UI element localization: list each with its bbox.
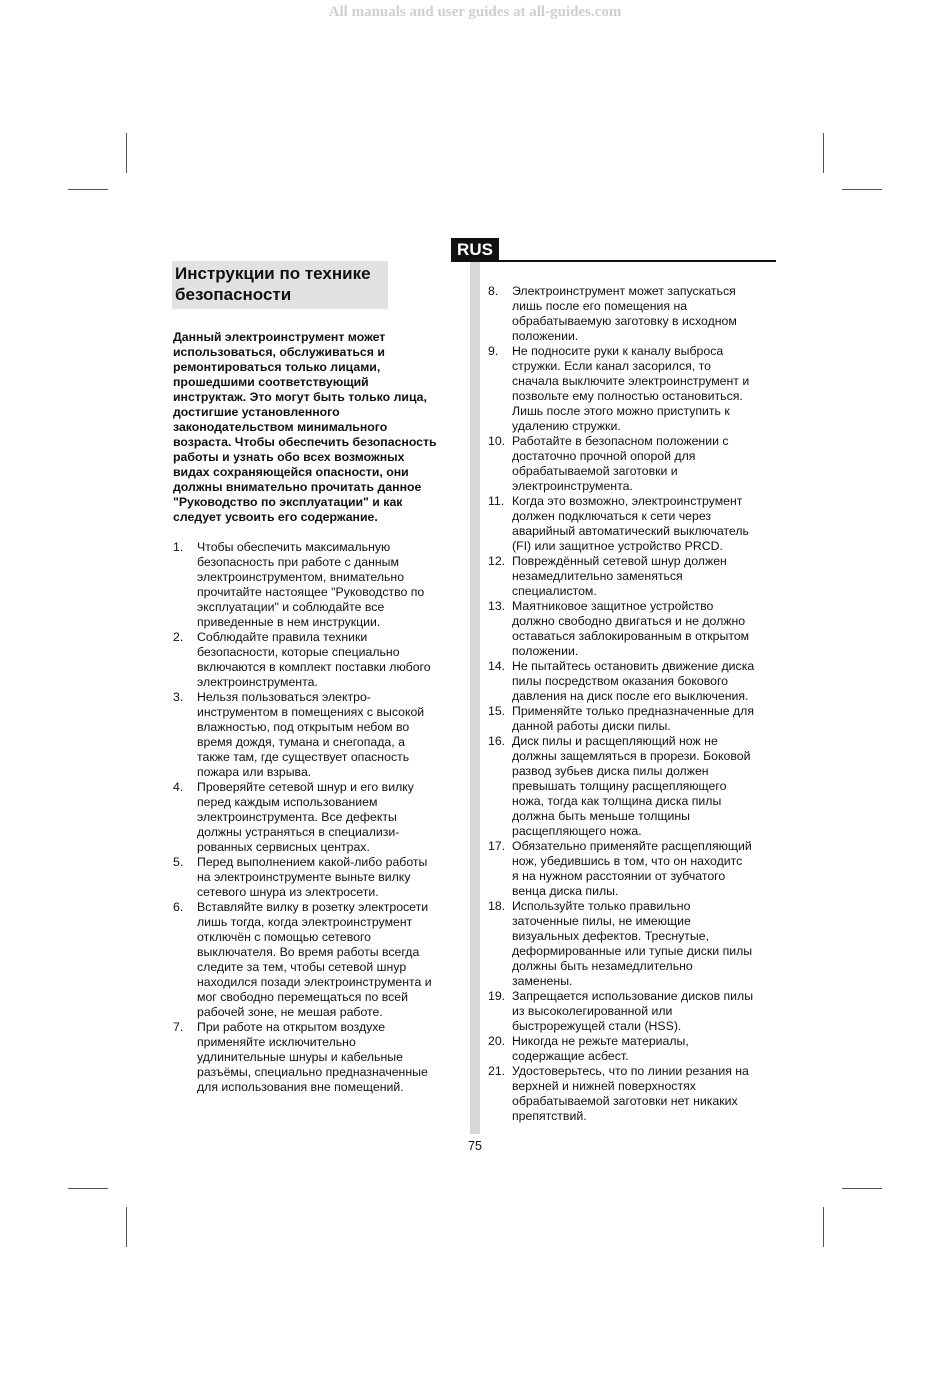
- item-text-line: Чтобы обеспечить максимальную: [197, 540, 391, 554]
- list-item: [488, 284, 778, 344]
- item-text-line: инструментом в помещениях с высокой: [197, 705, 425, 719]
- item-text-line: Работайте в безопасном положении с: [512, 434, 729, 448]
- item-text-line: Нельзя пользоваться электро-: [197, 690, 371, 704]
- list-item: [488, 599, 778, 659]
- item-text-line: развод зубьев диска пилы должен: [512, 764, 709, 778]
- crop-mark: [126, 133, 127, 173]
- item-text-line: Лишь после этого можно приступить к: [512, 404, 730, 418]
- item-number: 16.: [488, 734, 506, 748]
- safety-list-right: [488, 284, 778, 1124]
- item-number: 8.: [488, 284, 499, 298]
- item-text-line: Применяйте только предназначенные для: [512, 704, 754, 718]
- list-item: [488, 1064, 778, 1124]
- safety-list-left: [173, 540, 463, 1095]
- item-text-line: быстрорежущей стали (HSS).: [512, 1019, 682, 1033]
- intro-line: использоваться, обслуживаться и: [173, 345, 385, 359]
- item-text-line: Диск пилы и расщепляющий нож не: [512, 734, 718, 748]
- item-text-line: положении.: [512, 329, 579, 343]
- intro-line: работы и узнать обо всех возможных: [173, 450, 405, 464]
- item-text-line: достаточно прочной опорой для: [512, 449, 696, 463]
- language-tag: RUS: [451, 238, 499, 261]
- intro-line: достигшие установленного: [173, 405, 340, 419]
- page-number: 75: [468, 1139, 482, 1153]
- title-line: Инструкции по технике: [175, 264, 371, 283]
- item-text-line: безопасности, которые специально: [197, 645, 400, 659]
- list-item: [173, 900, 463, 1020]
- item-text-line: мог свободно перемещаться по всей: [197, 990, 408, 1004]
- item-text-line: положении.: [512, 644, 579, 658]
- item-text-line: данной работы диски пилы.: [512, 719, 671, 733]
- item-text-line: Вставляйте вилку в розетку электросети: [197, 900, 429, 914]
- list-item: [488, 344, 778, 434]
- item-text-line: из высоколегированной или: [512, 1004, 673, 1018]
- item-text-line: прочитайте настоящее "Руководство по: [197, 585, 425, 599]
- item-text-line: эксплуатации" и соблюдайте все: [197, 600, 385, 614]
- item-text-line: ножа, тогда как толщина диска пилы: [512, 794, 722, 808]
- item-text-line: электроинструмента.: [197, 675, 318, 689]
- item-text-line: аварийный автоматический выключатель: [512, 524, 749, 538]
- item-text-line: Соблюдайте правила техники: [197, 630, 368, 644]
- item-number: 21.: [488, 1064, 506, 1078]
- item-text-line: Не пытайтесь остановить движение диска: [512, 659, 755, 673]
- item-number: 17.: [488, 839, 506, 853]
- item-number: 5.: [173, 855, 184, 869]
- item-number: 13.: [488, 599, 506, 613]
- list-item: [488, 734, 778, 839]
- item-text-line: рованных сервисных центрах.: [197, 840, 370, 854]
- item-text-line: обрабатываемой заготовки и: [512, 464, 678, 478]
- item-text-line: перед каждым использованием: [197, 795, 378, 809]
- list-item: [488, 989, 778, 1034]
- item-number: 15.: [488, 704, 506, 718]
- item-text-line: должны защемляться в прорези. Боковой: [512, 749, 751, 763]
- item-text-line: деформированные или тупые диски пилы: [512, 944, 753, 958]
- item-text-line: удлинительные шнуры и кабельные: [197, 1050, 403, 1064]
- crop-mark: [823, 133, 824, 173]
- item-text-line: Удостоверьтесь, что по линии резания на: [512, 1064, 749, 1078]
- item-text-line: также там, где существует опасность: [197, 750, 410, 764]
- item-text-line: заточенные пилы, не имеющие: [512, 914, 691, 928]
- item-text-line: давления на диск после его выключения.: [512, 689, 749, 703]
- watermark: All manuals and user guides at all-guides.com: [328, 4, 622, 20]
- item-text-line: незамедлительно заменяться: [512, 569, 683, 583]
- item-number: 19.: [488, 989, 506, 1003]
- item-text-line: безопасность при работе с данным: [197, 555, 399, 569]
- item-text-line: обрабатываемой заготовки нет никаких: [512, 1094, 738, 1108]
- item-text-line: оставаться заблокированным в открытом: [512, 629, 750, 643]
- list-item: [488, 839, 778, 899]
- title-line: безопасности: [175, 285, 292, 304]
- item-text-line: время дождя, тумана и снегопада, а: [197, 735, 405, 749]
- item-number: 18.: [488, 899, 506, 913]
- item-text-line: должно свободно двигаться и не должно: [512, 614, 746, 628]
- item-text-line: лишь после его помещения на: [512, 299, 688, 313]
- intro-line: "Руководство по эксплуатации" и как: [173, 495, 403, 509]
- item-text-line: содержащие асбест.: [512, 1049, 629, 1063]
- item-text-line: удалению стружки.: [512, 419, 621, 433]
- item-text-line: Запрещается использование дисков пилы: [512, 989, 754, 1003]
- intro-line: возраста. Чтобы обеспечить безопасность: [173, 435, 437, 449]
- crop-mark: [68, 189, 108, 190]
- item-text-line: (FI) или защитное устройство PRCD.: [512, 539, 723, 553]
- item-text-line: должны устраняться в специализи-: [197, 825, 400, 839]
- item-text-line: электроинструмента.: [512, 479, 633, 493]
- item-text-line: сначала выключите электроинструмент и: [512, 374, 750, 388]
- item-text-line: нож, убедившись в том, что он находитс: [512, 854, 743, 868]
- intro-line: прошедшими соответствующий: [173, 375, 369, 389]
- item-number: 20.: [488, 1034, 506, 1048]
- header-rule: [451, 260, 776, 262]
- item-text-line: расщепляющего ножа.: [512, 824, 642, 838]
- item-text-line: я на нужном расстоянии от зубчатого: [512, 869, 726, 883]
- item-text-line: заменены.: [512, 974, 573, 988]
- list-item: [488, 704, 778, 734]
- list-item: [488, 1034, 778, 1064]
- column-divider: [470, 262, 480, 1134]
- item-number: 9.: [488, 344, 499, 358]
- item-text-line: разъёмы, специально предназначенные: [197, 1065, 428, 1079]
- item-number: 7.: [173, 1020, 184, 1034]
- item-text-line: должен подключаться к сети через: [512, 509, 712, 523]
- item-number: 3.: [173, 690, 184, 704]
- item-number: 12.: [488, 554, 506, 568]
- item-text-line: сетевого шнура из электросети.: [197, 885, 379, 899]
- list-item: [488, 494, 778, 554]
- list-item: [173, 1020, 463, 1095]
- section-title: [172, 261, 388, 309]
- intro-line: ремонтироваться только лицами,: [173, 360, 381, 374]
- item-text-line: Повреждённый сетевой шнур должен: [512, 554, 727, 568]
- intro-line: следует усвоить его содержание.: [173, 510, 378, 524]
- item-text-line: выключателя. Во время работы всегда: [197, 945, 420, 959]
- item-text-line: стружки. Если канал засорился, то: [512, 359, 711, 373]
- intro-paragraph: [173, 330, 465, 525]
- item-number: 1.: [173, 540, 184, 554]
- list-item: [173, 690, 463, 780]
- list-item: [173, 780, 463, 855]
- item-number: 11.: [488, 494, 505, 508]
- list-item: [488, 899, 778, 989]
- item-number: 4.: [173, 780, 184, 794]
- list-item: [173, 630, 463, 690]
- item-text-line: находился позади электроинструмента и: [197, 975, 432, 989]
- item-text-line: Не подносите руки к каналу выброса: [512, 344, 724, 358]
- item-text-line: отключён с помощью сетевого: [197, 930, 372, 944]
- item-text-line: Обязательно применяйте расщепляющий: [512, 839, 752, 853]
- crop-mark: [842, 1188, 882, 1189]
- item-text-line: визуальных дефектов. Треснутые,: [512, 929, 710, 943]
- crop-mark: [842, 189, 882, 190]
- item-text-line: специалистом.: [512, 584, 597, 598]
- item-text-line: Никогда не режьте материалы,: [512, 1034, 689, 1048]
- crop-mark: [68, 1188, 108, 1189]
- item-text-line: пожара или взрыва.: [197, 765, 312, 779]
- crop-mark: [823, 1207, 824, 1247]
- item-text-line: приведенные в нем инструкции.: [197, 615, 381, 629]
- item-text-line: венца диска пилы.: [512, 884, 619, 898]
- item-text-line: Электроинструмент может запускаться: [512, 284, 736, 298]
- list-item: [488, 434, 778, 494]
- intro-line: должны внимательно прочитать данное: [173, 480, 422, 494]
- list-item: [173, 540, 463, 630]
- item-text-line: позвольте ему полностью остановиться.: [512, 389, 743, 403]
- list-item: [488, 659, 778, 704]
- item-text-line: обрабатываемую заготовку в исходном: [512, 314, 737, 328]
- item-text-line: электроинструмента. Все дефекты: [197, 810, 397, 824]
- intro-line: Данный электроинструмент может: [173, 330, 386, 344]
- item-text-line: препятствий.: [512, 1109, 587, 1123]
- list-item: [488, 554, 778, 599]
- item-text-line: на электроинструменте выньте вилку: [197, 870, 411, 884]
- item-text-line: следите за тем, чтобы сетевой шнур: [197, 960, 407, 974]
- item-text-line: превышать толщину расщепляющего: [512, 779, 727, 793]
- item-text-line: Когда это возможно, электроинструмент: [512, 494, 743, 508]
- intro-line: законодательством минимального: [173, 420, 388, 434]
- item-text-line: Используйте только правильно: [512, 899, 691, 913]
- item-number: 6.: [173, 900, 184, 914]
- item-text-line: лишь тогда, когда электроинструмент: [197, 915, 413, 929]
- item-text-line: рабочей зоне, не мешая работе.: [197, 1005, 383, 1019]
- item-text-line: Перед выполнением какой-либо работы: [197, 855, 428, 869]
- item-text-line: Маятниковое защитное устройство: [512, 599, 714, 613]
- item-text-line: применяйте исключительно: [197, 1035, 356, 1049]
- item-number: 10.: [488, 434, 506, 448]
- item-text-line: пилы посредством оказания бокового: [512, 674, 728, 688]
- item-text-line: верхней и нижней поверхностях: [512, 1079, 696, 1093]
- list-item: [173, 855, 463, 900]
- item-text-line: включаются в комплект поставки любого: [197, 660, 431, 674]
- item-number: 14.: [488, 659, 506, 673]
- item-text-line: влажностью, под открытым небом во: [197, 720, 410, 734]
- intro-line: видах сохраняющейся опасности, они: [173, 465, 409, 479]
- item-text-line: должна быть меньше толщины: [512, 809, 690, 823]
- crop-mark: [126, 1207, 127, 1247]
- item-text-line: электроинструментом, внимательно: [197, 570, 405, 584]
- item-text-line: для использования вне помещений.: [197, 1080, 404, 1094]
- item-number: 2.: [173, 630, 184, 644]
- item-text-line: Проверяйте сетевой шнур и его вилку: [197, 780, 414, 794]
- item-text-line: При работе на открытом воздухе: [197, 1020, 386, 1034]
- item-text-line: должны быть незамедлительно: [512, 959, 693, 973]
- intro-line: инструктаж. Это могут быть только лица,: [173, 390, 427, 404]
